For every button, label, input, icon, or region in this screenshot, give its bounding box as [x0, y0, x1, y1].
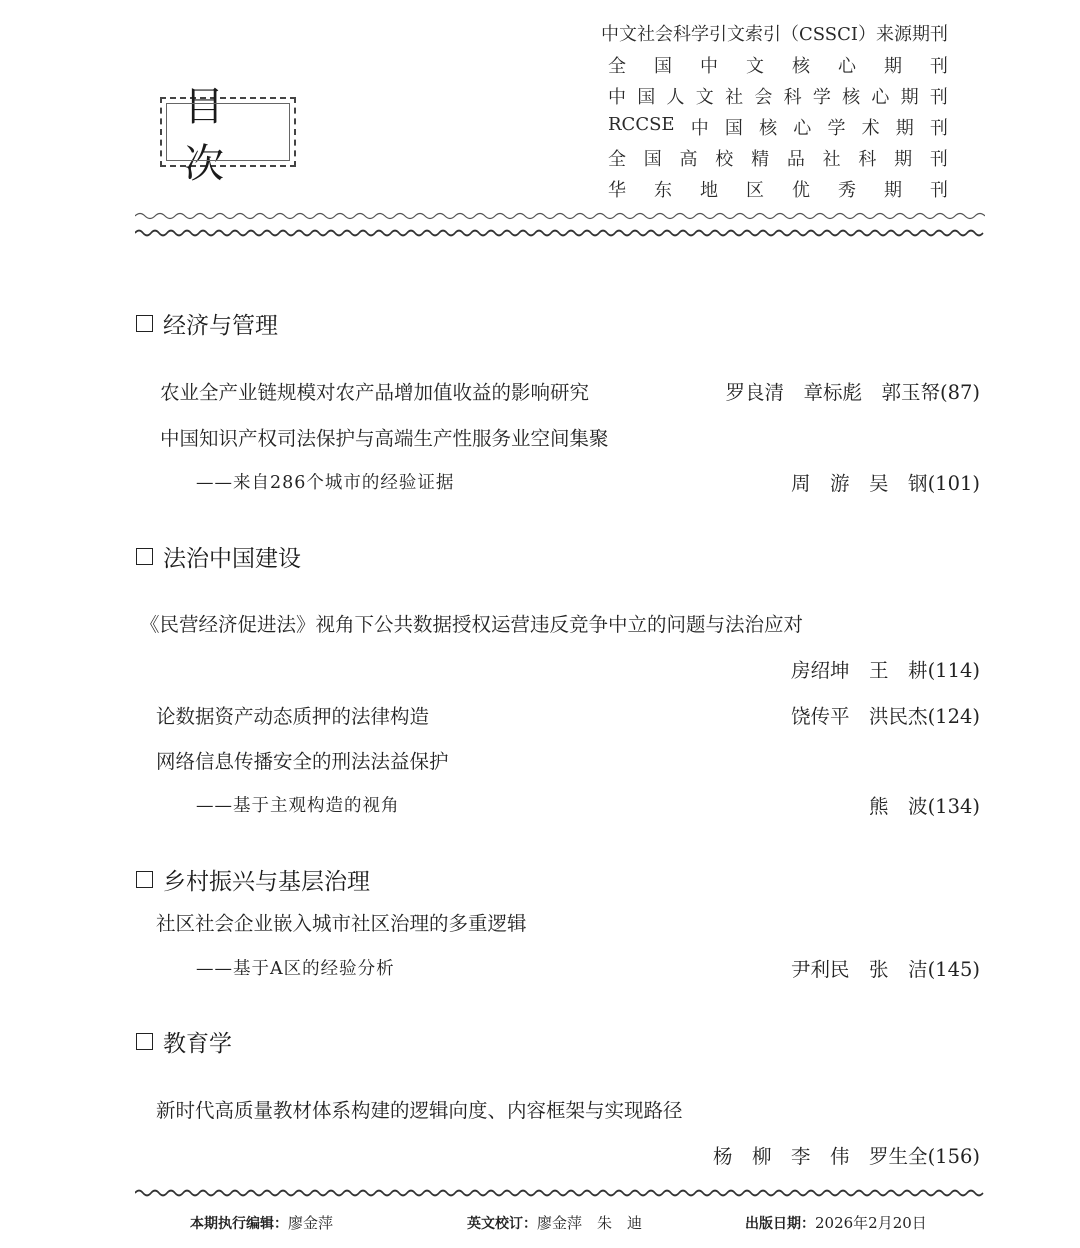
- article-subtitle: ——基于主观构造的视角: [196, 796, 400, 816]
- article-title[interactable]: 中国知识产权司法保护与高端生产性服务业空间集聚: [160, 427, 609, 450]
- indexing-char: 心: [838, 56, 856, 77]
- indexing-char: 校: [715, 149, 734, 170]
- indexing-char: RCCSE: [608, 114, 675, 135]
- indexing-char: 期: [900, 87, 919, 108]
- article-title[interactable]: 农业全产业链规模对农产品增加值收益的影响研究: [160, 381, 590, 404]
- indexing-char: 国: [654, 56, 672, 77]
- indexing-char: 华: [608, 180, 626, 201]
- article-authors-page: [791, 954, 980, 982]
- indexing-char: 品: [786, 149, 805, 170]
- article-authors: 杨 柳 李 伟 罗生全: [713, 1145, 928, 1168]
- indexing-char: 期: [895, 118, 914, 139]
- footer-publication-date: 出版日期：2026年2月20日: [745, 1214, 927, 1232]
- indexing-char: 东: [654, 180, 672, 201]
- section-checkbox-icon: [136, 548, 153, 565]
- indexing-char: 刊: [929, 87, 948, 108]
- article-subtitle: ——基于A区的经验分析: [196, 959, 395, 979]
- indexing-char: 高: [679, 149, 698, 170]
- article-title[interactable]: 《民营经济促进法》视角下公共数据授权运营违反竞争中立的问题与法治应对: [140, 613, 804, 636]
- indexing-char: 刊: [930, 180, 948, 201]
- indexing-line-national-core: [608, 52, 948, 78]
- indexing-char: 文: [746, 56, 764, 77]
- article-authors: 尹利民 张 洁: [791, 958, 928, 981]
- article-title[interactable]: 社区社会企业嵌入城市社区治理的多重逻辑: [156, 912, 527, 935]
- toc-title: 目次: [184, 84, 246, 187]
- indexing-char: 科: [858, 149, 877, 170]
- indexing-char: 学: [827, 118, 846, 139]
- indexing-char: 科: [783, 87, 802, 108]
- indexing-char: 全: [608, 56, 626, 77]
- indexing-char: 会: [754, 87, 773, 108]
- article-page: (134): [927, 795, 980, 818]
- decorative-top-wave-rule: [135, 227, 985, 239]
- indexing-char: 社: [822, 149, 841, 170]
- decorative-top-rule: [135, 210, 985, 222]
- article-page: (114): [927, 659, 980, 682]
- article-authors: 周 游 吴 钢: [791, 472, 928, 495]
- indexing-char: 国: [724, 118, 743, 139]
- indexing-char: 人: [666, 87, 685, 108]
- article-authors-page: [869, 791, 980, 819]
- article-authors: 熊 波: [869, 795, 928, 818]
- indexing-line-university-excellent: [608, 145, 948, 171]
- article-title[interactable]: 网络信息传播安全的刑法法益保护: [156, 750, 449, 773]
- indexing-char: 地: [700, 180, 718, 201]
- article-authors: 饶传平 洪民杰: [791, 705, 928, 728]
- article-page: (101): [927, 472, 980, 495]
- indexing-char: 心: [793, 118, 812, 139]
- article-title[interactable]: 新时代高质量教材体系构建的逻辑向度、内容框架与实现路径: [156, 1099, 683, 1122]
- section-heading-economy-management: 经济与管理: [136, 307, 278, 340]
- article-authors-page: [791, 468, 980, 496]
- indexing-char: 国: [643, 149, 662, 170]
- indexing-char: 精: [751, 149, 770, 170]
- indexing-char: 核: [759, 118, 778, 139]
- indexing-char: 期: [884, 180, 902, 201]
- indexing-char: 核: [842, 87, 861, 108]
- indexing-char: 期: [884, 56, 902, 77]
- article-authors: 房绍坤 王 耕: [791, 659, 928, 682]
- indexing-char: 社: [725, 87, 744, 108]
- article-authors-page: [791, 655, 980, 683]
- indexing-line-east-china: [608, 176, 948, 202]
- footer-english-proofreader: 英文校订：廖金萍 朱 迪: [467, 1214, 643, 1232]
- article-page: (156): [927, 1145, 980, 1168]
- indexing-char: 中: [700, 56, 718, 77]
- section-heading-rural-revitalization: 乡村振兴与基层治理: [136, 863, 370, 896]
- indexing-line-humanities-core: [608, 83, 948, 109]
- indexing-char: 术: [861, 118, 880, 139]
- article-authors: 罗良清 章标彪 郭玉帑: [725, 381, 940, 404]
- indexing-char: 秀: [838, 180, 856, 201]
- indexing-char: 全: [608, 149, 626, 170]
- section-checkbox-icon: [136, 315, 153, 332]
- title-box-inner-border: [166, 103, 290, 161]
- indexing-char: 中: [690, 118, 709, 139]
- article-page: (87): [939, 381, 980, 404]
- indexing-char: 刊: [930, 56, 948, 77]
- indexing-char: 中: [608, 87, 626, 108]
- section-heading-rule-of-law: 法治中国建设: [136, 540, 301, 573]
- article-page: (124): [927, 705, 980, 728]
- indexing-char: 心: [871, 87, 890, 108]
- article-subtitle: ——来自286个城市的经验证据: [196, 473, 455, 493]
- indexing-char: 期: [894, 149, 913, 170]
- indexing-line-rccse: [608, 114, 948, 140]
- article-page: (145): [927, 958, 980, 981]
- article-authors-page: [725, 377, 980, 405]
- indexing-line-cssci: 中文社会科学引文索引（CSSCI）来源期刊: [601, 24, 948, 45]
- indexing-char: 文: [695, 87, 714, 108]
- indexing-char: 学: [812, 87, 831, 108]
- indexing-char: 核: [792, 56, 810, 77]
- toc-title-box: [160, 84, 296, 187]
- article-title[interactable]: 论数据资产动态质押的法律构造: [156, 705, 430, 728]
- footer-executive-editor: 本期执行编辑：廖金萍: [190, 1214, 334, 1232]
- section-checkbox-icon: [136, 871, 153, 888]
- indexing-char: 优: [792, 180, 810, 201]
- article-authors-page: [791, 701, 980, 729]
- indexing-char: 刊: [929, 149, 948, 170]
- section-heading-education: 教育学: [136, 1025, 232, 1058]
- indexing-char: 刊: [929, 118, 948, 139]
- section-checkbox-icon: [136, 1033, 153, 1050]
- indexing-char: 区: [746, 180, 764, 201]
- decorative-bottom-wave-rule: [135, 1187, 985, 1199]
- indexing-char: 国: [637, 87, 656, 108]
- article-authors-page: [713, 1141, 980, 1169]
